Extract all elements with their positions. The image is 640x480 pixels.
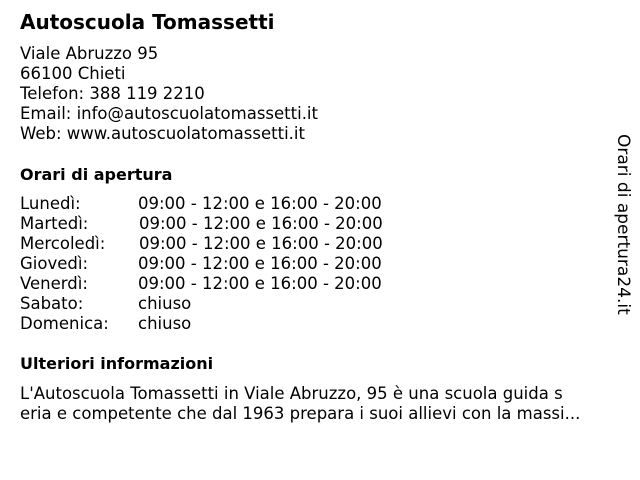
time-value: chiuso (138, 294, 192, 313)
contact-block (20, 44, 318, 144)
day-label: Domenica: (20, 314, 109, 333)
time-value: 09:00 - 12:00 e 16:00 - 20:00 (138, 274, 382, 293)
day-label: Venerdì: (20, 274, 88, 293)
side-watermark-text: Orari di apertura24.it (613, 134, 633, 315)
description-line: L'Autoscuola Tomassetti in Viale Abruzzo, 95 è una scuola guida s (20, 384, 563, 403)
email: Email: info@autoscuolatomassetti.it (20, 104, 318, 123)
business-name: Autoscuola Tomassetti (20, 10, 275, 34)
day-label: Giovedì: (20, 254, 88, 273)
day-label: Mercoledì: (20, 234, 106, 253)
side-watermark (612, 134, 634, 315)
street-address: Viale Abruzzo 95 (20, 44, 159, 63)
time-value: 09:00 - 12:00 e 16:00 - 20:00 (138, 194, 382, 213)
day-label: Lunedì: (20, 194, 81, 213)
info-heading: Ulteriori informazioni (20, 354, 214, 373)
phone: Telefon: 388 119 2210 (20, 84, 205, 103)
description-line: eria e competente che dal 1963 prepara i suoi allievi con la massi... (20, 404, 581, 423)
description (20, 384, 580, 424)
day-label: Martedì: (20, 214, 89, 233)
day-label: Sabato: (20, 294, 84, 313)
city: 66100 Chieti (20, 64, 126, 83)
time-value: 09:00 - 12:00 e 16:00 - 20:00 (139, 234, 383, 253)
hours-heading: Orari di apertura (20, 165, 173, 184)
time-value: chiuso (138, 314, 192, 333)
website: Web: www.autoscuolatomassetti.it (20, 124, 305, 143)
time-value: 09:00 - 12:00 e 16:00 - 20:00 (139, 214, 383, 233)
time-value: 09:00 - 12:00 e 16:00 - 20:00 (138, 254, 382, 273)
